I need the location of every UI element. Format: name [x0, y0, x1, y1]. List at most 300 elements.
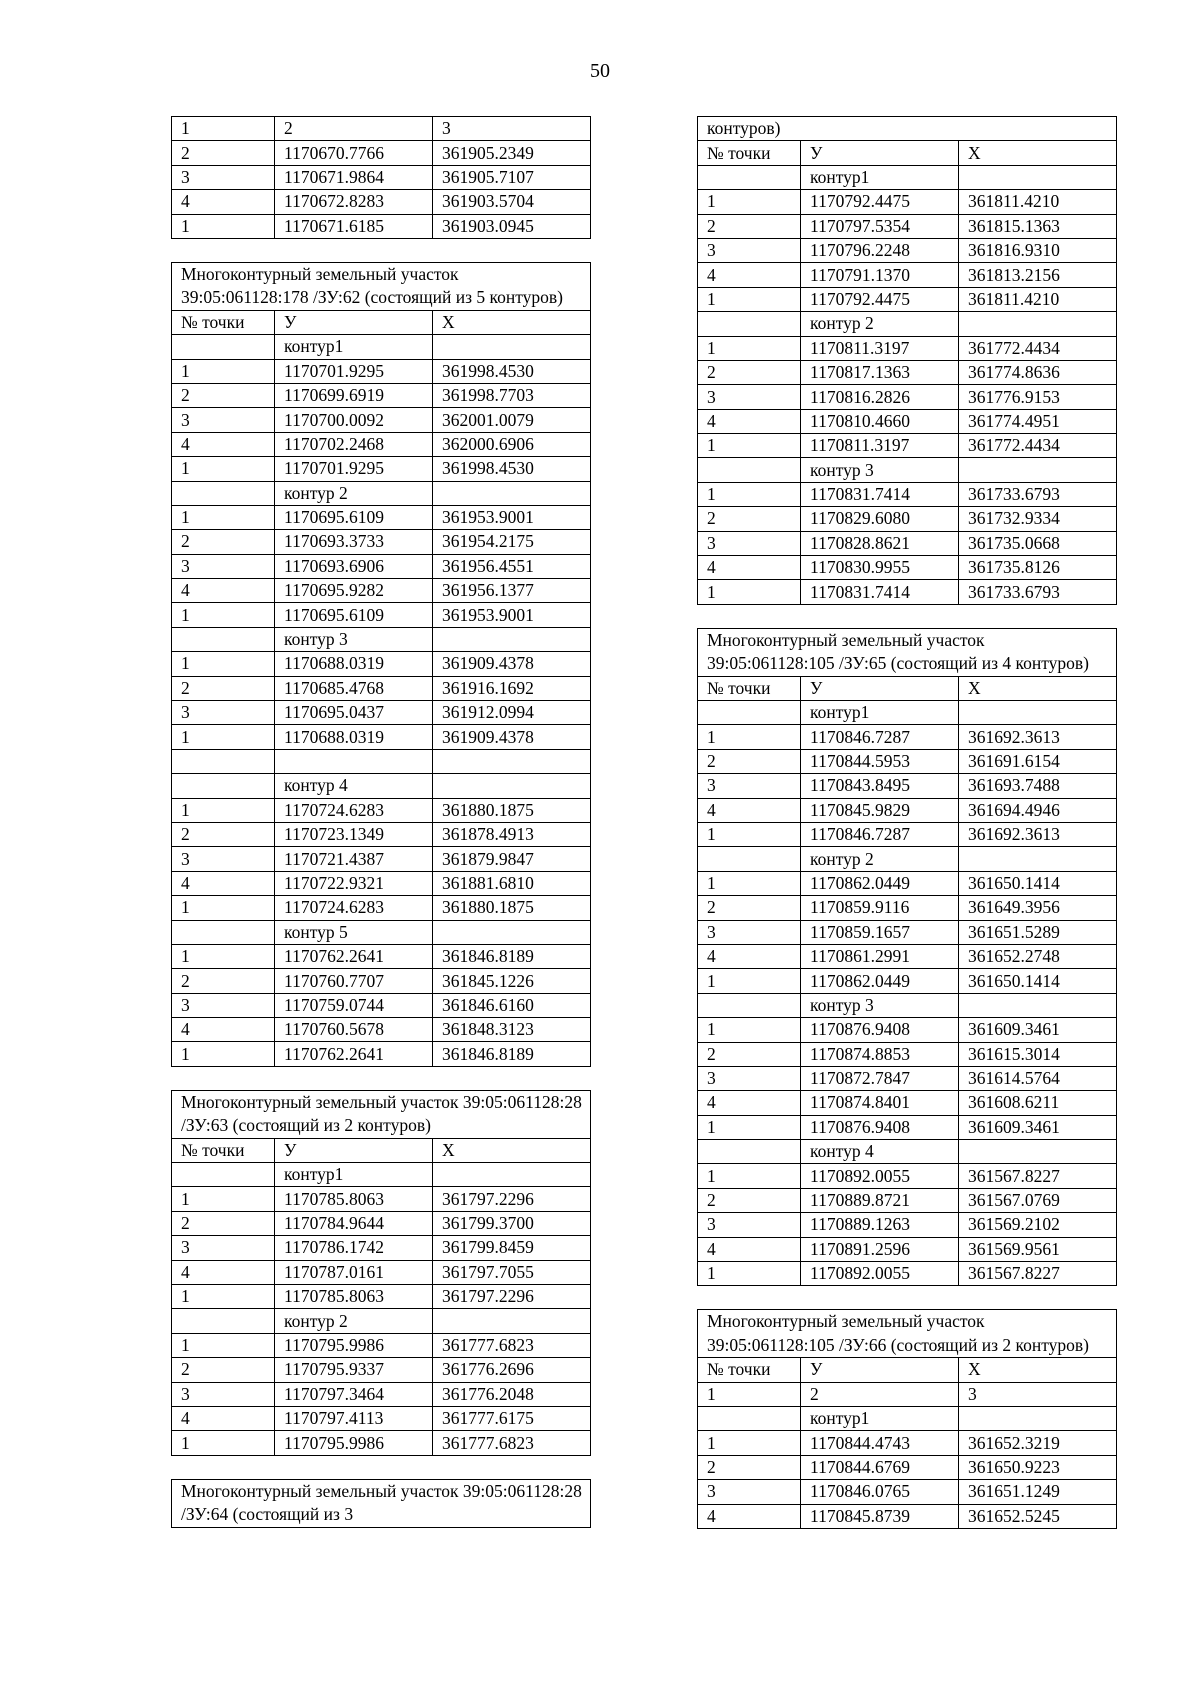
table-row [172, 774, 591, 798]
x-coordinate-cell: 361650.1414 [959, 969, 1117, 993]
y-coordinate-cell [275, 749, 433, 773]
table-title: Многоконтурный земельный участок 39:05:061128:105 /ЗУ:66 (состоящий из 2 контуров) [698, 1310, 1117, 1358]
y-coordinate-cell: 2 [801, 1382, 959, 1406]
table-row [698, 1358, 1117, 1382]
y-coordinate-cell: 1170786.1742 [275, 1236, 433, 1260]
table-row [698, 1140, 1117, 1164]
table-row [698, 190, 1117, 214]
point-number-cell: 2 [698, 214, 801, 238]
point-number-cell: 1 [698, 1164, 801, 1188]
x-coordinate-cell [433, 481, 591, 505]
y-coordinate-cell: 1170759.0744 [275, 993, 433, 1017]
x-coordinate-cell: Х [433, 1138, 591, 1162]
point-number-cell: 3 [698, 385, 801, 409]
y-coordinate-cell: 1170845.8739 [801, 1504, 959, 1528]
table-row [698, 580, 1117, 604]
x-coordinate-cell: 361609.3461 [959, 1018, 1117, 1042]
table-row [698, 1091, 1117, 1115]
point-number-cell: 2 [172, 822, 275, 846]
point-number-cell [698, 993, 801, 1017]
point-number-cell: 4 [172, 432, 275, 456]
y-coordinate-cell: контур 5 [275, 920, 433, 944]
point-number-cell [698, 1407, 801, 1431]
x-coordinate-cell: 361692.3613 [959, 725, 1117, 749]
table-row [698, 1188, 1117, 1212]
x-coordinate-cell: 361953.9001 [433, 505, 591, 529]
table-row [698, 287, 1117, 311]
point-number-cell: 2 [172, 530, 275, 554]
table-row [698, 238, 1117, 262]
y-coordinate-cell: 1170830.9955 [801, 556, 959, 580]
table-row [698, 482, 1117, 506]
table-title: Многоконтурный земельный участок 39:05:061128:28 /ЗУ:63 (состоящий из 2 контуров) [172, 1090, 591, 1138]
x-coordinate-cell: Х [959, 1358, 1117, 1382]
table-row [172, 1042, 591, 1066]
point-number-cell: 3 [698, 1213, 801, 1237]
point-number-cell: 3 [172, 408, 275, 432]
x-coordinate-cell [959, 312, 1117, 336]
x-coordinate-cell [433, 335, 591, 359]
table-row [698, 1504, 1117, 1528]
table-row [698, 1262, 1117, 1286]
x-coordinate-cell: 361774.4951 [959, 409, 1117, 433]
table-row [172, 579, 591, 603]
point-number-cell: 1 [172, 1333, 275, 1357]
point-number-cell: 2 [698, 749, 801, 773]
y-coordinate-cell: 1170846.7287 [801, 725, 959, 749]
table-row [698, 847, 1117, 871]
y-coordinate-cell: 1170685.4768 [275, 676, 433, 700]
x-coordinate-cell: 361815.1363 [959, 214, 1117, 238]
point-number-cell [698, 312, 801, 336]
y-coordinate-cell: 1170695.0437 [275, 701, 433, 725]
x-coordinate-cell: 361567.0769 [959, 1188, 1117, 1212]
y-coordinate-cell: 1170874.8401 [801, 1091, 959, 1115]
point-number-cell: 1 [698, 871, 801, 895]
y-coordinate-cell: контур 2 [275, 1309, 433, 1333]
x-coordinate-cell: 361905.7107 [433, 165, 591, 189]
point-number-cell: 4 [698, 944, 801, 968]
table-row [698, 458, 1117, 482]
table-row [698, 969, 1117, 993]
x-coordinate-cell [433, 749, 591, 773]
point-number-cell: 3 [172, 847, 275, 871]
x-coordinate-cell: 361905.2349 [433, 141, 591, 165]
coordinates-table [171, 116, 591, 239]
page-number: 50 [590, 60, 610, 82]
y-coordinate-cell: 1170844.4743 [801, 1431, 959, 1455]
point-number-cell: 1 [172, 505, 275, 529]
y-coordinate-cell: 1170797.4113 [275, 1406, 433, 1430]
x-coordinate-cell: Х [433, 310, 591, 334]
table-row [172, 725, 591, 749]
table-row [172, 969, 591, 993]
x-coordinate-cell [433, 1309, 591, 1333]
x-coordinate-cell: 361772.4434 [959, 336, 1117, 360]
point-number-cell [698, 458, 801, 482]
x-coordinate-cell: 361846.6160 [433, 993, 591, 1017]
table-row [172, 530, 591, 554]
y-coordinate-cell: 1170795.9986 [275, 1333, 433, 1357]
point-number-cell: 2 [698, 896, 801, 920]
coordinates-table [171, 262, 591, 1067]
point-number-cell: 2 [698, 507, 801, 531]
x-coordinate-cell: 361903.5704 [433, 190, 591, 214]
x-coordinate-cell: 361569.9561 [959, 1237, 1117, 1261]
y-coordinate-cell: контур1 [275, 1163, 433, 1187]
point-number-cell: 4 [698, 1091, 801, 1115]
point-number-cell: 1 [698, 822, 801, 846]
table-row [698, 507, 1117, 531]
point-number-cell [172, 920, 275, 944]
point-number-cell: 3 [172, 1382, 275, 1406]
table-row [172, 944, 591, 968]
x-coordinate-cell [959, 1407, 1117, 1431]
y-coordinate-cell: 1170829.6080 [801, 507, 959, 531]
y-coordinate-cell: 1170889.8721 [801, 1188, 959, 1212]
y-coordinate-cell: 1170701.9295 [275, 359, 433, 383]
table-row [172, 896, 591, 920]
x-coordinate-cell: 361774.8636 [959, 360, 1117, 384]
y-coordinate-cell: У [275, 1138, 433, 1162]
point-number-cell [172, 481, 275, 505]
x-coordinate-cell: 361567.8227 [959, 1262, 1117, 1286]
point-number-cell: 4 [172, 1018, 275, 1042]
x-coordinate-cell: 361909.4378 [433, 725, 591, 749]
point-number-cell: № точки [698, 141, 801, 165]
point-number-cell: 1 [698, 969, 801, 993]
y-coordinate-cell: 1170811.3197 [801, 434, 959, 458]
table-row [172, 190, 591, 214]
table-row [698, 676, 1117, 700]
coordinates-table [171, 1479, 591, 1528]
x-coordinate-cell: 361650.9223 [959, 1455, 1117, 1479]
table-row [172, 871, 591, 895]
y-coordinate-cell: 1170816.2826 [801, 385, 959, 409]
point-number-cell: 3 [172, 165, 275, 189]
point-number-cell: 4 [698, 798, 801, 822]
point-number-cell: 1 [172, 896, 275, 920]
x-coordinate-cell: 361846.8189 [433, 1042, 591, 1066]
x-coordinate-cell: 361651.5289 [959, 920, 1117, 944]
x-coordinate-cell: 361694.4946 [959, 798, 1117, 822]
point-number-cell: 1 [172, 457, 275, 481]
y-coordinate-cell: контур 4 [801, 1140, 959, 1164]
y-coordinate-cell: 1170844.6769 [801, 1455, 959, 1479]
y-coordinate-cell: 1170693.3733 [275, 530, 433, 554]
point-number-cell: 1 [698, 1115, 801, 1139]
x-coordinate-cell: 362000.6906 [433, 432, 591, 456]
point-number-cell: 1 [698, 1018, 801, 1042]
table-row [172, 1406, 591, 1430]
x-coordinate-cell: 361799.8459 [433, 1236, 591, 1260]
x-coordinate-cell: 361912.0994 [433, 701, 591, 725]
x-coordinate-cell: 361797.7055 [433, 1260, 591, 1284]
y-coordinate-cell: контур 2 [801, 312, 959, 336]
x-coordinate-cell: 361652.2748 [959, 944, 1117, 968]
point-number-cell: 3 [172, 554, 275, 578]
y-coordinate-cell: 1170693.6906 [275, 554, 433, 578]
point-number-cell: 2 [698, 1042, 801, 1066]
y-coordinate-cell: 1170845.9829 [801, 798, 959, 822]
table-row [698, 1382, 1117, 1406]
x-coordinate-cell: 361567.8227 [959, 1164, 1117, 1188]
y-coordinate-cell: 1170892.0055 [801, 1164, 959, 1188]
table-row [172, 920, 591, 944]
x-coordinate-cell: 361777.6823 [433, 1431, 591, 1455]
table-row [172, 1211, 591, 1235]
point-number-cell: 1 [172, 652, 275, 676]
y-coordinate-cell: 1170810.4660 [801, 409, 959, 433]
point-number-cell: 1 [172, 725, 275, 749]
x-coordinate-cell: 361998.4530 [433, 359, 591, 383]
point-number-cell: № точки [698, 1358, 801, 1382]
x-coordinate-cell: 361879.9847 [433, 847, 591, 871]
x-coordinate-cell: 361998.7703 [433, 383, 591, 407]
table-row [698, 312, 1117, 336]
point-number-cell: 2 [172, 1358, 275, 1382]
x-coordinate-cell: 361777.6175 [433, 1406, 591, 1430]
table-row [698, 409, 1117, 433]
x-coordinate-cell: 3 [433, 117, 591, 141]
point-number-cell [698, 701, 801, 725]
y-coordinate-cell: 1170724.6283 [275, 896, 433, 920]
table-row [172, 652, 591, 676]
x-coordinate-cell: 361797.2296 [433, 1187, 591, 1211]
point-number-cell: 3 [698, 920, 801, 944]
point-number-cell: 2 [698, 360, 801, 384]
point-number-cell: 3 [172, 993, 275, 1017]
table-row [172, 1138, 591, 1162]
table-row [172, 408, 591, 432]
table-row [698, 336, 1117, 360]
y-coordinate-cell: 1170700.0092 [275, 408, 433, 432]
point-number-cell: 2 [172, 969, 275, 993]
point-number-cell [172, 749, 275, 773]
x-coordinate-cell: 361811.4210 [959, 287, 1117, 311]
point-number-cell: 4 [172, 190, 275, 214]
point-number-cell: 2 [172, 383, 275, 407]
y-coordinate-cell: 1170702.2468 [275, 432, 433, 456]
table-row [698, 531, 1117, 555]
x-coordinate-cell: 361692.3613 [959, 822, 1117, 846]
y-coordinate-cell: 1170671.6185 [275, 214, 433, 238]
y-coordinate-cell: контур 3 [801, 458, 959, 482]
table-row [698, 871, 1117, 895]
table-row [172, 993, 591, 1017]
y-coordinate-cell: 1170699.6919 [275, 383, 433, 407]
point-number-cell: 1 [172, 214, 275, 238]
y-coordinate-cell: 1170846.0765 [801, 1480, 959, 1504]
x-coordinate-cell: 361811.4210 [959, 190, 1117, 214]
y-coordinate-cell: 1170672.8283 [275, 190, 433, 214]
x-coordinate-cell [959, 1140, 1117, 1164]
table-row [172, 1333, 591, 1357]
point-number-cell: 1 [172, 359, 275, 383]
x-coordinate-cell: 361609.3461 [959, 1115, 1117, 1139]
table-row [698, 385, 1117, 409]
table-row [172, 214, 591, 238]
coordinates-table [697, 1309, 1117, 1529]
y-coordinate-cell: 1170876.9408 [801, 1115, 959, 1139]
table-row [172, 1018, 591, 1042]
y-coordinate-cell: 1170762.2641 [275, 944, 433, 968]
x-coordinate-cell: 361608.6211 [959, 1091, 1117, 1115]
table-row [698, 165, 1117, 189]
x-coordinate-cell [433, 920, 591, 944]
table-row [172, 1236, 591, 1260]
coordinates-table [697, 628, 1117, 1287]
y-coordinate-cell: 1170831.7414 [801, 580, 959, 604]
x-coordinate-cell: 361953.9001 [433, 603, 591, 627]
x-coordinate-cell: Х [959, 141, 1117, 165]
y-coordinate-cell: 1170795.9337 [275, 1358, 433, 1382]
x-coordinate-cell: 362001.0079 [433, 408, 591, 432]
y-coordinate-cell: 1170762.2641 [275, 1042, 433, 1066]
point-number-cell: 2 [172, 1211, 275, 1235]
y-coordinate-cell: контур1 [801, 165, 959, 189]
x-coordinate-cell: 361956.1377 [433, 579, 591, 603]
point-number-cell [172, 1163, 275, 1187]
point-number-cell [698, 165, 801, 189]
y-coordinate-cell: У [801, 1358, 959, 1382]
table-row [172, 676, 591, 700]
table-row [172, 383, 591, 407]
x-coordinate-cell: 361878.4913 [433, 822, 591, 846]
y-coordinate-cell: 1170859.9116 [801, 896, 959, 920]
point-number-cell: 2 [698, 1188, 801, 1212]
x-coordinate-cell: 3 [959, 1382, 1117, 1406]
y-coordinate-cell: 1170861.2991 [801, 944, 959, 968]
table-row [698, 1066, 1117, 1090]
x-coordinate-cell: 361651.1249 [959, 1480, 1117, 1504]
x-coordinate-cell: 361650.1414 [959, 871, 1117, 895]
point-number-cell [172, 1309, 275, 1333]
x-coordinate-cell: 361735.0668 [959, 531, 1117, 555]
x-coordinate-cell: 361998.4530 [433, 457, 591, 481]
y-coordinate-cell: 1170889.1263 [801, 1213, 959, 1237]
point-number-cell: 1 [172, 1187, 275, 1211]
point-number-cell: 4 [172, 1260, 275, 1284]
table-row [698, 141, 1117, 165]
x-coordinate-cell [959, 165, 1117, 189]
point-number-cell: № точки [172, 310, 275, 334]
y-coordinate-cell: У [275, 310, 433, 334]
y-coordinate-cell: контур 2 [801, 847, 959, 871]
x-coordinate-cell: 361735.8126 [959, 556, 1117, 580]
x-coordinate-cell: 361916.1692 [433, 676, 591, 700]
y-coordinate-cell: 1170722.9321 [275, 871, 433, 895]
point-number-cell: 2 [172, 676, 275, 700]
table-row [172, 1431, 591, 1455]
table-row [172, 117, 591, 141]
point-number-cell [698, 1140, 801, 1164]
table-row [172, 1358, 591, 1382]
table-row [698, 1042, 1117, 1066]
point-number-cell: 3 [698, 1066, 801, 1090]
x-coordinate-cell: 361797.2296 [433, 1285, 591, 1309]
point-number-cell: 4 [698, 556, 801, 580]
x-coordinate-cell [959, 458, 1117, 482]
table-row [698, 993, 1117, 1017]
table-row [172, 847, 591, 871]
table-row [698, 1018, 1117, 1042]
point-number-cell: 3 [172, 1236, 275, 1260]
x-coordinate-cell: 361956.4551 [433, 554, 591, 578]
y-coordinate-cell: 1170862.0449 [801, 969, 959, 993]
x-coordinate-cell: 361615.3014 [959, 1042, 1117, 1066]
x-coordinate-cell: 361776.9153 [959, 385, 1117, 409]
x-coordinate-cell [959, 847, 1117, 871]
table-row [172, 1382, 591, 1406]
x-coordinate-cell: 361772.4434 [959, 434, 1117, 458]
y-coordinate-cell: 1170795.9986 [275, 1431, 433, 1455]
x-coordinate-cell: 361909.4378 [433, 652, 591, 676]
x-coordinate-cell: 361954.2175 [433, 530, 591, 554]
y-coordinate-cell: 1170797.5354 [801, 214, 959, 238]
point-number-cell: № точки [698, 676, 801, 700]
y-coordinate-cell: 1170695.6109 [275, 505, 433, 529]
table-row [172, 627, 591, 651]
y-coordinate-cell: 1170828.8621 [801, 531, 959, 555]
table-row [172, 603, 591, 627]
y-coordinate-cell: 1170792.4475 [801, 190, 959, 214]
table-row [698, 1237, 1117, 1261]
x-coordinate-cell: Х [959, 676, 1117, 700]
table-row [698, 1213, 1117, 1237]
point-number-cell: 4 [698, 1504, 801, 1528]
y-coordinate-cell: У [801, 676, 959, 700]
table-row [698, 1407, 1117, 1431]
x-coordinate-cell [433, 627, 591, 651]
y-coordinate-cell: 1170701.9295 [275, 457, 433, 481]
y-coordinate-cell: 1170724.6283 [275, 798, 433, 822]
table-row [172, 432, 591, 456]
table-row [698, 822, 1117, 846]
point-number-cell: 1 [172, 117, 275, 141]
x-coordinate-cell: 361880.1875 [433, 896, 591, 920]
point-number-cell: 3 [698, 774, 801, 798]
point-number-cell [172, 774, 275, 798]
table-title: контуров) [698, 117, 1117, 141]
y-coordinate-cell: 2 [275, 117, 433, 141]
y-coordinate-cell: 1170695.6109 [275, 603, 433, 627]
table-row [698, 749, 1117, 773]
table-row [698, 1115, 1117, 1139]
y-coordinate-cell: контур 2 [275, 481, 433, 505]
point-number-cell: 1 [698, 336, 801, 360]
y-coordinate-cell: 1170892.0055 [801, 1262, 959, 1286]
y-coordinate-cell: 1170787.0161 [275, 1260, 433, 1284]
table-row [172, 505, 591, 529]
right-column [697, 116, 1116, 1529]
x-coordinate-cell: 361614.5764 [959, 1066, 1117, 1090]
table-row [698, 434, 1117, 458]
y-coordinate-cell: 1170688.0319 [275, 725, 433, 749]
point-number-cell: 4 [172, 579, 275, 603]
table-row [172, 1187, 591, 1211]
point-number-cell [172, 627, 275, 651]
table-row [172, 554, 591, 578]
x-coordinate-cell: 361881.6810 [433, 871, 591, 895]
y-coordinate-cell: 1170784.9644 [275, 1211, 433, 1235]
table-row [172, 1285, 591, 1309]
table-row [698, 920, 1117, 944]
table-row [698, 944, 1117, 968]
table-row [698, 1431, 1117, 1455]
table-row [172, 481, 591, 505]
table-title: Многоконтурный земельный участок 39:05:061128:105 /ЗУ:65 (состоящий из 4 контуров) [698, 628, 1117, 676]
